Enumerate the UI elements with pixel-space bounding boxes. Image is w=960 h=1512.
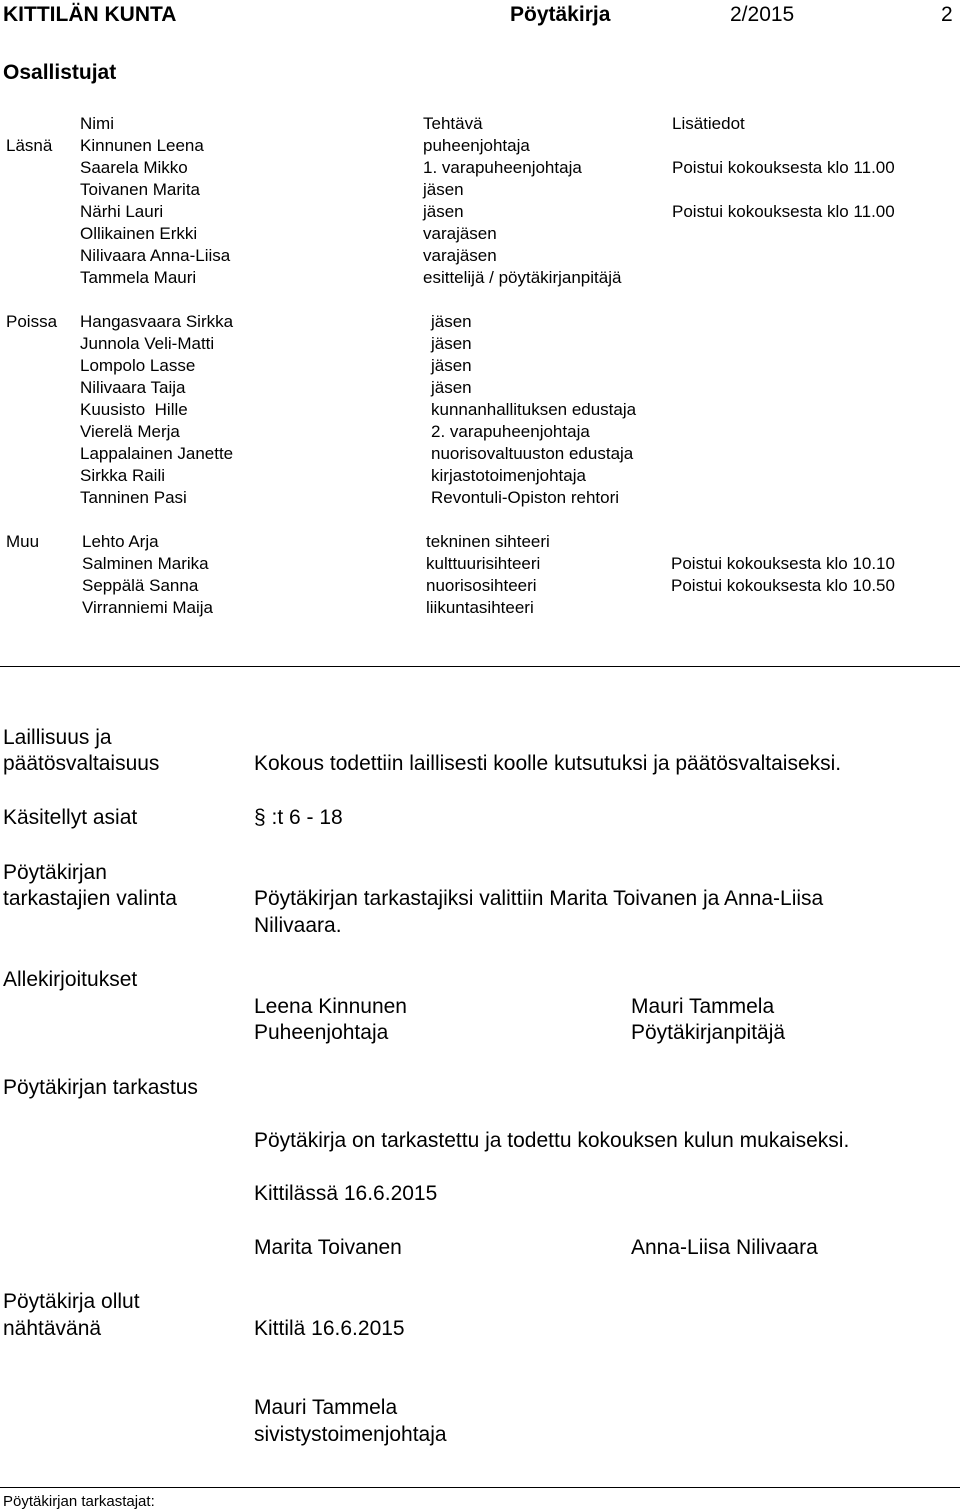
absent-name: Lompolo Lasse (80, 356, 196, 375)
inspectors-text-line1: Pöytäkirjan tarkastajiksi valittiin Marita Toivanen ja Anna-Liisa (254, 887, 824, 910)
display-place-date: Kittilä 16.6.2015 (254, 1317, 405, 1340)
present-role: 1. varapuheenjohtaja (423, 158, 582, 177)
other-role: kulttuurisihteeri (426, 554, 541, 573)
other-name: Virranniemi Maija (82, 598, 214, 617)
col-header-info: Lisätiedot (672, 114, 745, 133)
org-name: KITTILÄN KUNTA (3, 3, 177, 26)
reviewer1-name: Marita Toivanen (254, 1236, 402, 1259)
absent-role: jäsen (431, 378, 472, 397)
secretary-name: Mauri Tammela (631, 995, 775, 1018)
present-name: Toivanen Marita (80, 180, 201, 199)
absent-role: nuorisovaltuuston edustaja (431, 444, 634, 463)
display-signer-title: sivistystoimenjohtaja (254, 1423, 447, 1446)
review-label: Pöytäkirjan tarkastus (3, 1076, 198, 1099)
footer-text: Pöytäkirjan tarkastajat: (3, 1493, 155, 1510)
secretary-title: Pöytäkirjanpitäjä (631, 1021, 786, 1044)
absent-role: jäsen (431, 356, 472, 375)
absent-role: Revontuli-Opiston rehtori (431, 488, 620, 507)
signatures-label: Allekirjoitukset (3, 968, 138, 991)
present-role: esittelijä / pöytäkirjanpitäjä (423, 268, 622, 287)
present-role: varajäsen (423, 224, 497, 243)
other-label: Muu (6, 532, 40, 551)
absent-name: Nilivaara Taija (80, 378, 186, 397)
other-info: Poistui kokouksesta klo 10.50 (671, 576, 895, 595)
absent-role: 2. varapuheenjohtaja (431, 422, 590, 441)
footer-divider (0, 1487, 960, 1488)
inspectors-text-line2: Nilivaara. (254, 914, 342, 937)
absent-name: Lappalainen Janette (80, 444, 234, 463)
col-header-name: Nimi (80, 114, 114, 133)
present-name: Ollikainen Erkki (80, 224, 198, 243)
matters-text: § :t 6 - 18 (254, 806, 343, 829)
other-name: Lehto Arja (82, 532, 159, 551)
absent-label: Poissa (6, 312, 58, 331)
chair-name: Leena Kinnunen (254, 995, 407, 1018)
inspectors-label-line2: tarkastajien valinta (3, 887, 177, 910)
absent-name: Hangasvaara Sirkka (80, 312, 234, 331)
display-label-line1: Pöytäkirja ollut (3, 1290, 140, 1313)
display-label-line2: nähtävänä (3, 1317, 102, 1340)
present-label: Läsnä (6, 136, 53, 155)
section-divider (0, 666, 960, 667)
doc-number: 2/2015 (730, 3, 795, 26)
page-number: 2 (941, 3, 953, 26)
inspectors-label-line1: Pöytäkirjan (3, 861, 107, 884)
col-header-role: Tehtävä (423, 114, 483, 133)
present-role: puheenjohtaja (423, 136, 530, 155)
absent-role: kunnanhallituksen edustaja (431, 400, 637, 419)
present-name: Tammela Mauri (80, 268, 197, 287)
doc-type: Pöytäkirja (510, 3, 611, 26)
absent-name: Tanninen Pasi (80, 488, 187, 507)
absent-role: jäsen (431, 334, 472, 353)
legality-text: Kokous todettiin laillisesti koolle kutsutuksi ja päätösvaltaiseksi. (254, 752, 842, 775)
participants-title: Osallistujat (3, 61, 117, 84)
other-info: Poistui kokouksesta klo 10.10 (671, 554, 895, 573)
matters-label: Käsitellyt asiat (3, 806, 138, 829)
other-role: tekninen sihteeri (426, 532, 550, 551)
present-info: Poistui kokouksesta klo 11.00 (672, 158, 895, 177)
other-role: nuorisosihteeri (426, 576, 537, 595)
present-role: varajäsen (423, 246, 497, 265)
present-name: Nilivaara Anna-Liisa (80, 246, 231, 265)
present-role: jäsen (423, 202, 464, 221)
legality-label-line1: Laillisuus ja (3, 726, 112, 749)
present-name: Närhi Lauri (80, 202, 164, 221)
present-name: Saarela Mikko (80, 158, 188, 177)
absent-name: Junnola Veli-Matti (80, 334, 215, 353)
reviewer2-name: Anna-Liisa Nilivaara (631, 1236, 818, 1259)
present-info: Poistui kokouksesta klo 11.00 (672, 202, 895, 221)
absent-role: kirjastotoimenjohtaja (431, 466, 586, 485)
other-name: Salminen Marika (82, 554, 209, 573)
display-signer-name: Mauri Tammela (254, 1396, 398, 1419)
other-name: Seppälä Sanna (82, 576, 199, 595)
chair-title: Puheenjohtaja (254, 1021, 389, 1044)
absent-role: jäsen (431, 312, 472, 331)
absent-name: Sirkka Raili (80, 466, 166, 485)
absent-name: Vierelä Merja (80, 422, 180, 441)
review-place-date: Kittilässä 16.6.2015 (254, 1182, 438, 1205)
other-role: liikuntasihteeri (426, 598, 534, 617)
absent-name: Kuusisto Hille (80, 400, 188, 419)
review-statement: Pöytäkirja on tarkastettu ja todettu kokouksen kulun mukaiseksi. (254, 1129, 850, 1152)
present-role: jäsen (423, 180, 464, 199)
legality-label-line2: päätösvaltaisuus (3, 752, 160, 775)
present-name: Kinnunen Leena (80, 136, 204, 155)
